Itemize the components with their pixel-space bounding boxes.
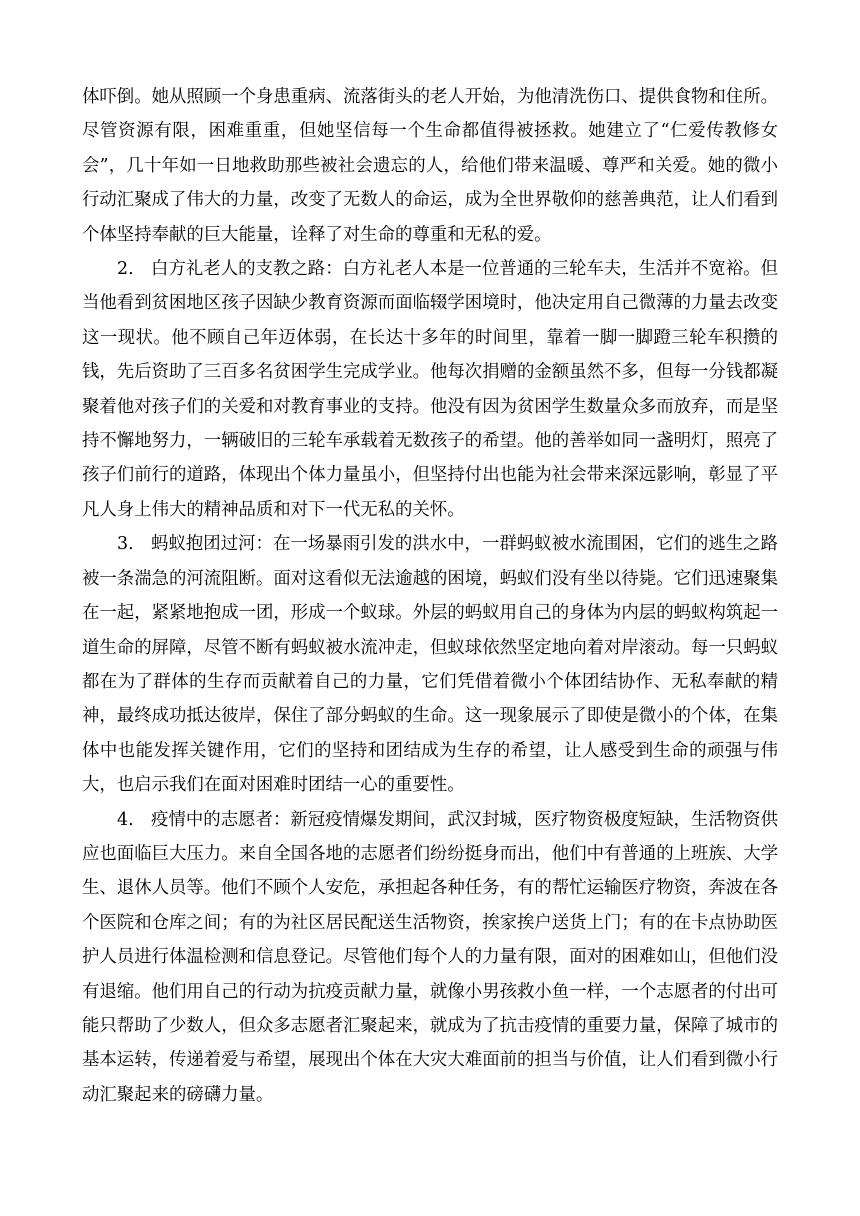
paragraph-item-3: 3. 蚂蚁抱团过河：在一场暴雨引发的洪水中，一群蚂蚁被水流围困，它们的逃生之路被一条湍急的河流阻断。面对这看似无法逾越的困境，蚂蚁们没有坐以待毙。它们迅速聚集在一起，紧紧地抱成一团，形成一个蚁球。外层的蚂蚁用自己的身体为内层的蚂蚁构筑起一道生命的屏障，尽管不断有蚂蚁被水流冲走，但蚁球依然坚定地向着对岸滚动。每一只蚂蚁都在为了群体的生存而贡献着自己的力量，它们凭借着微小个体团结协作、无私奉献的精神，最终成功抵达彼岸，保住了部分蚂蚁的生命。这一现象展示了即使是微小的个体，在集体中也能发挥关键作用，它们的坚持和团结成为生存的希望，让人感受到生命的顽强与伟大，也启示我们在面对困难时团结一心的重要性。 — [82, 534, 778, 796]
paragraph-item-4: 4. 疫情中的志愿者：新冠疫情爆发期间，武汉封城，医疗物资极度短缺，生活物资供应也面临巨大压力。来自全国各地的志愿者们纷纷挺身而出，他们中有普通的上班族、大学生、退休人员等。他们不顾个人安危，承担起各种任务，有的帮忙运输医疗物资，奔波在各个医院和仓库之间；有的为社区居民配送生活物资，挨家挨户送货上门；有的在卡点协助医护人员进行体温检测和信息登记。尽管他们每个人的力量有限，面对的困难如山，但他们没有退缩。他们用自己的行动为抗疫贡献力量，就像小男孩救小鱼一样，一个志愿者的付出可能只帮助了少数人，但众多志愿者汇聚起来，就成为了抗击疫情的重要力量，保障了城市的基本运转，传递着爱与希望，展现出个体在大灾大难面前的担当与价值，让人们看到微小行动汇聚起来的磅礴力量。 — [82, 809, 778, 1105]
paragraph-continuation: 体吓倒。她从照顾一个身患重病、流落街头的老人开始，为他清洗伤口、提供食物和住所。尽管资源有限，困难重重，但她坚信每一个生命都值得被拯救。她建立了“仁爱传教修女会”，几十年如一日地救助那些被社会遗忘的人，给他们带来温暖、尊严和关爱。她的微小行动汇聚成了伟大的力量，改变了无数人的命运，成为全世界敬仰的慈善典范，让人们看到个体坚持奉献的巨大能量，诠释了对生命的尊重和无私的爱。 — [82, 87, 778, 245]
document-page — [82, 80, 778, 1112]
paragraph-item-2: 2. 白方礼老人的支教之路：白方礼老人本是一位普通的三轮车夫，生活并不宽裕。但当他看到贫困地区孩子因缺少教育资源而面临辍学困境时，他决定用自己微薄的力量去改变这一现状。他不顾自己年迈体弱，在长达十多年的时间里，靠着一脚一脚蹬三轮车积攒的钱，先后资助了三百多名贫困学生完成学业。他每次捐赠的金额虽然不多，但每一分钱都凝聚着他对孩子们的关爱和对教育事业的支持。他没有因为贫困学生数量众多而放弃，而是坚持不懈地努力，一辆破旧的三轮车承载着无数孩子的希望。他的善举如同一盏明灯，照亮了孩子们前行的道路，体现出个体力量虽小，但坚持付出也能为社会带来深远影响，彰显了平凡人身上伟大的精神品质和对下一代无私的关怀。 — [82, 259, 778, 520]
